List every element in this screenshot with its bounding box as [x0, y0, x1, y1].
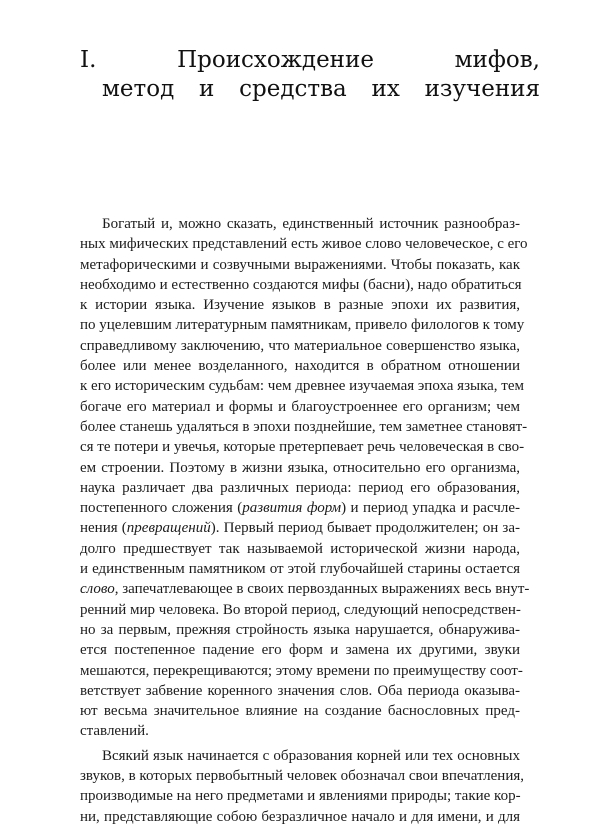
text-run: ных мифических представлений есть живое слово человеческое, с его [80, 236, 528, 253]
text-line [80, 620, 520, 640]
text-line [80, 437, 525, 457]
text-line [80, 721, 520, 741]
text-run: ют весьма значительное влияние на создание баснословных пред- [80, 703, 520, 720]
text-line [80, 766, 525, 786]
text-line [80, 376, 525, 396]
chapter-title [80, 46, 540, 104]
text-run: к истории языка. Изучение языков в разные эпохи их развития, [80, 297, 520, 314]
paragraph [80, 214, 530, 742]
text-line [80, 214, 520, 234]
text-run: и единственным памятником от этой глубочайшей старины остается [80, 561, 520, 578]
text-line [80, 255, 520, 275]
text-run: мешаются, перекрещиваются; этому времени по преимуществу соот- [80, 662, 523, 679]
text-line [80, 417, 528, 437]
text-run: долго предшествует так называемой исторической жизни народа, [80, 540, 520, 557]
text-run: нения ( [80, 520, 127, 537]
text-line [80, 295, 520, 315]
text-line [80, 356, 520, 376]
italic-term: превращений [126, 520, 211, 537]
text-run: ренний мир человека. Во второй период, следующий непосредствен- [80, 601, 521, 618]
text-run: ). Первый период бывает продолжителен; он за- [210, 520, 520, 537]
text-line [80, 807, 520, 827]
text-run: необходимо и естественно создаются мифы (басни), надо обратиться [80, 276, 522, 293]
text-line [80, 701, 520, 721]
text-run: более или менее возделанного, находится в обратном отношении [80, 358, 520, 375]
text-line [80, 498, 520, 518]
text-run: более станешь удаляться в эпохи позднейшие, тем заметнее становят- [80, 418, 528, 435]
text-line [80, 681, 520, 701]
text-run: наука различает два различных периода: период его образования, [80, 479, 520, 496]
text-line [80, 559, 520, 579]
text-line [80, 746, 520, 766]
body-text [80, 214, 530, 827]
text-line [80, 579, 530, 599]
text-run: ется постепенное падение его форм и замена их другими, звуки [80, 642, 520, 659]
text-run: ветствует забвение коренного значения слов. Оба периода оказыва- [80, 682, 520, 699]
text-run: но за первым, прежняя стройность языка нарушается, обнаружива- [80, 621, 520, 638]
text-line [80, 315, 525, 335]
chapter-title-line: I. Происхождение мифов, [80, 47, 540, 73]
text-run: справедливому заключению, что материальное совершенство языка, [80, 337, 520, 354]
text-line [80, 458, 520, 478]
text-line [80, 478, 520, 498]
italic-term: развития форм [242, 500, 342, 517]
text-line [80, 275, 520, 295]
text-line [80, 600, 520, 620]
text-line [80, 336, 520, 356]
text-line [80, 786, 520, 806]
text-line [80, 518, 520, 538]
text-run: Богатый и, можно сказать, единственный источник разнообраз- [102, 216, 520, 232]
text-run: к его историческим судьбам: чем древнее изучаемая эпоха языка, тем [80, 378, 525, 395]
paragraph [80, 746, 525, 827]
text-run: Всякий язык начинается с образования корней или тех основных [102, 747, 520, 764]
text-run: ся те потери и увечья, которые претерпевает речь человеческая в сво- [80, 439, 525, 456]
text-run: производимые на него предметами и явлениями природы; такие кор- [80, 788, 521, 805]
text-run: ни, представляющие собою безразличное начало и для имени, и для [80, 808, 520, 825]
text-run: звуков, в которых первобытный человек обозначал свои впечатления, [80, 768, 525, 785]
text-line [80, 539, 520, 559]
text-run: по уцелевшим литературным памятникам, привело филологов к тому [80, 317, 525, 334]
text-run: метафорическими и созвучными выражениями. Чтобы показать, как [80, 256, 520, 273]
chapter-title-line: метод и средства их изучения [102, 76, 540, 102]
text-line [80, 234, 528, 254]
text-line [80, 640, 520, 660]
text-line [80, 661, 523, 681]
text-line [80, 397, 520, 417]
text-run: , запечатлевающее в своих первозданных выражениях весь внут- [114, 581, 530, 598]
italic-term: слово [80, 581, 115, 598]
text-run: постепенного сложения ( [80, 500, 243, 517]
text-run: богаче его материал и формы и благоустроеннее его организм; чем [80, 398, 520, 415]
text-run: ем строении. Поэтому в жизни языка, относительно его организма, [80, 459, 520, 476]
text-run: ) и период упадка и расчле- [341, 500, 520, 517]
text-run: ставлений. [80, 723, 149, 740]
